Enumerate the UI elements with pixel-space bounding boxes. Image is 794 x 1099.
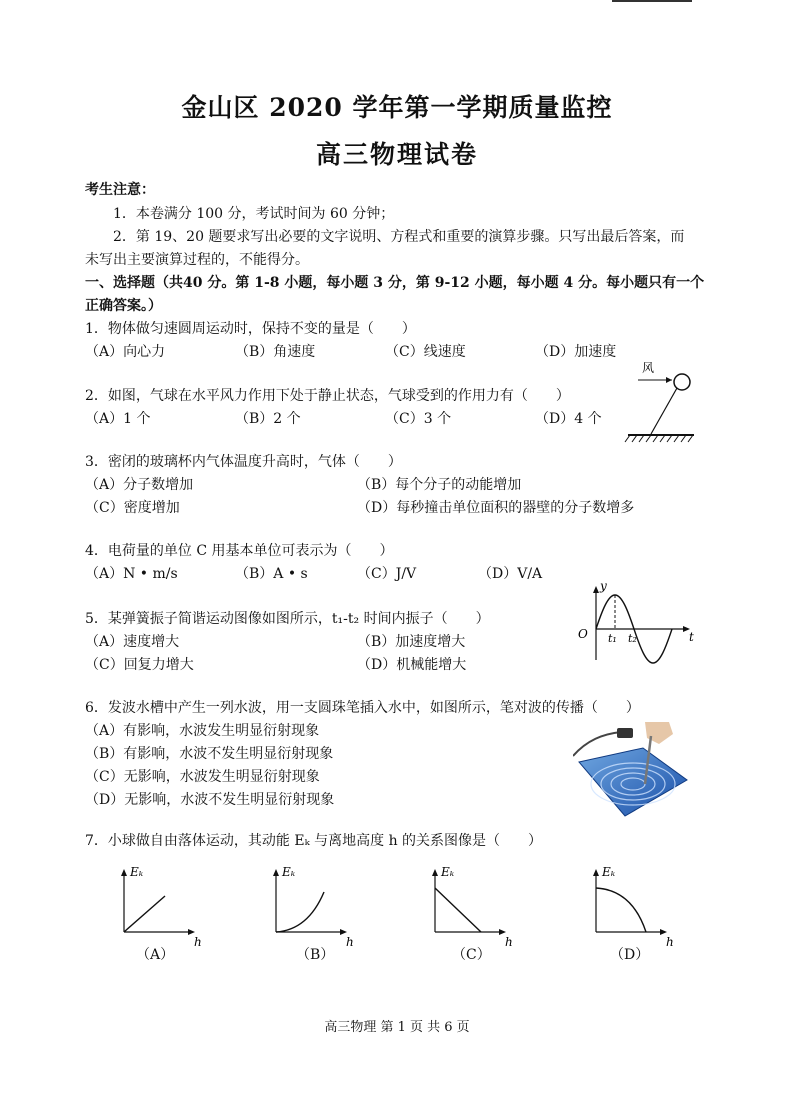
question-7-option-b[interactable]: （B） (296, 947, 335, 963)
question-3-stem: 3．密闭的玻璃杯内气体温度升高时，气体（ ） (85, 454, 402, 470)
svg-text:h: h (346, 935, 354, 949)
question-4-stem: 4．电荷量的单位 C 用基本单位可表示为（ ） (85, 543, 394, 559)
question-1-option-b[interactable]: （B）角速度 (235, 344, 316, 360)
graph-origin-label: O (578, 627, 588, 641)
graph-c-line (435, 888, 481, 932)
balloon-string (651, 388, 677, 434)
graph-d-curve (596, 888, 646, 932)
wind-arrow-head (666, 377, 672, 383)
question-3-option-a[interactable]: （A）分子数增加 (85, 477, 194, 493)
question-5-option-c[interactable]: （C）回复力增大 (85, 657, 194, 673)
section-heading-line2: 正确答案。） (85, 298, 162, 314)
graph-y-label: y (600, 579, 607, 593)
question-6-option-c[interactable]: （C）无影响，水波发生明显衍射现象 (85, 769, 320, 785)
graph-t2-label: t₂ (628, 632, 637, 645)
question-6-stem: 6．发波水槽中产生一列水波，用一支圆珠笔插入水中，如图所示，笔对波的传播（ ） (85, 700, 640, 716)
graph-b (262, 860, 367, 950)
wind-label: 风 (642, 361, 655, 375)
question-4-option-d[interactable]: （D）V/A (478, 566, 543, 582)
svg-text:h: h (666, 935, 674, 949)
question-6-option-b[interactable]: （B）有影响，水波不发生明显衍射现象 (85, 746, 334, 762)
question-1-option-c[interactable]: （C）线速度 (385, 344, 466, 360)
notice-item-1: 1．本卷满分 100 分，考试时间为 60 分钟； (113, 206, 395, 222)
notice-item-2-line2: 未写出主要演算过程的，不能得分。 (85, 252, 309, 268)
oscillation-graph (572, 578, 700, 666)
question-5-option-a[interactable]: （A）速度增大 (85, 634, 180, 650)
svg-text:Eₖ: Eₖ (602, 865, 616, 879)
svg-text:h: h (194, 935, 202, 949)
question-2-option-c[interactable]: （C）3 个 (385, 411, 452, 427)
svg-text:Eₖ: Eₖ (130, 865, 144, 879)
exam-subtitle: 高三物理试卷 (315, 140, 478, 169)
question-1-option-d[interactable]: （D）加速度 (535, 344, 617, 360)
tank-cable (573, 732, 621, 756)
ground-hatching (625, 435, 693, 442)
question-7-stem: 7．小球做自由落体运动，其动能 Eₖ 与离地高度 h 的关系图像是（ ） (85, 833, 543, 849)
graph-x-label: t (689, 630, 694, 644)
question-7-option-c[interactable]: （C） (452, 947, 491, 963)
question-4-option-b[interactable]: （B）A • s (235, 566, 308, 582)
question-7-option-a[interactable]: （A） (136, 947, 175, 963)
exam-title: 金山区 2020 学年第一学期质量监控 (181, 93, 613, 122)
question-3-option-b[interactable]: （B）每个分子的动能增加 (357, 477, 522, 493)
question-4-option-a[interactable]: （A）N • m/s (85, 566, 178, 582)
question-6-option-a[interactable]: （A）有影响，水波发生明显衍射现象 (85, 723, 320, 739)
graph-c (421, 860, 526, 950)
svg-text:Eₖ: Eₖ (282, 865, 296, 879)
page-footer: 高三物理 第 1 页 共 6 页 (324, 1020, 470, 1035)
top-edge-mark (612, 0, 692, 2)
question-2-option-a[interactable]: （A）1 个 (85, 411, 151, 427)
question-2-option-d[interactable]: （D）4 个 (535, 411, 602, 427)
question-3-option-d[interactable]: （D）每秒撞击单位面积的器壁的分子数增多 (357, 500, 635, 516)
svg-text:Eₖ: Eₖ (441, 865, 455, 879)
question-2-stem: 2．如图，气球在水平风力作用下处于静止状态，气球受到的作用力有（ ） (85, 388, 570, 404)
question-7-option-d[interactable]: （D） (610, 947, 650, 963)
svg-text:h: h (505, 935, 513, 949)
question-3-option-c[interactable]: （C）密度增加 (85, 500, 180, 516)
question-1-stem: 1．物体做匀速圆周运动时，保持不变的量是（ ） (85, 321, 416, 337)
question-5-stem: 5．某弹簧振子简谐运动图像如图所示，t₁-t₂ 时间内振子（ ） (85, 611, 490, 627)
graph-a-line (124, 896, 165, 932)
question-4-option-c[interactable]: （C）J/V (357, 566, 417, 582)
graph-b-curve (276, 892, 324, 932)
balloon-figure (620, 358, 700, 450)
question-6-option-d[interactable]: （D）无影响，水波不发生明显衍射现象 (85, 792, 335, 808)
question-5-option-d[interactable]: （D）机械能增大 (357, 657, 467, 673)
notice-item-2-line1: 2．第 19、20 题要求写出必要的文字说明、方程式和重要的演算步骤。只写出最后答案，而 (113, 229, 685, 245)
graph-a (110, 860, 215, 950)
graph-t1-label: t₁ (608, 632, 617, 645)
ripple-tank-photo (573, 722, 691, 818)
notice-heading: 考生注意： (85, 182, 155, 198)
question-5-option-b[interactable]: （B）加速度增大 (357, 634, 466, 650)
section-heading-line1: 一、选择题（共40 分。第 1-8 小题，每小题 3 分，第 9-12 小题，每小题 4 分。每小题只有一个 (85, 275, 705, 291)
tank-surface (579, 748, 687, 816)
question-2-option-b[interactable]: （B）2 个 (235, 411, 301, 427)
y-axis-arrow (593, 586, 599, 593)
graph-d (582, 860, 687, 950)
question-1-option-a[interactable]: （A）向心力 (85, 344, 166, 360)
vibrator-device (617, 728, 633, 738)
balloon-circle (674, 374, 690, 390)
